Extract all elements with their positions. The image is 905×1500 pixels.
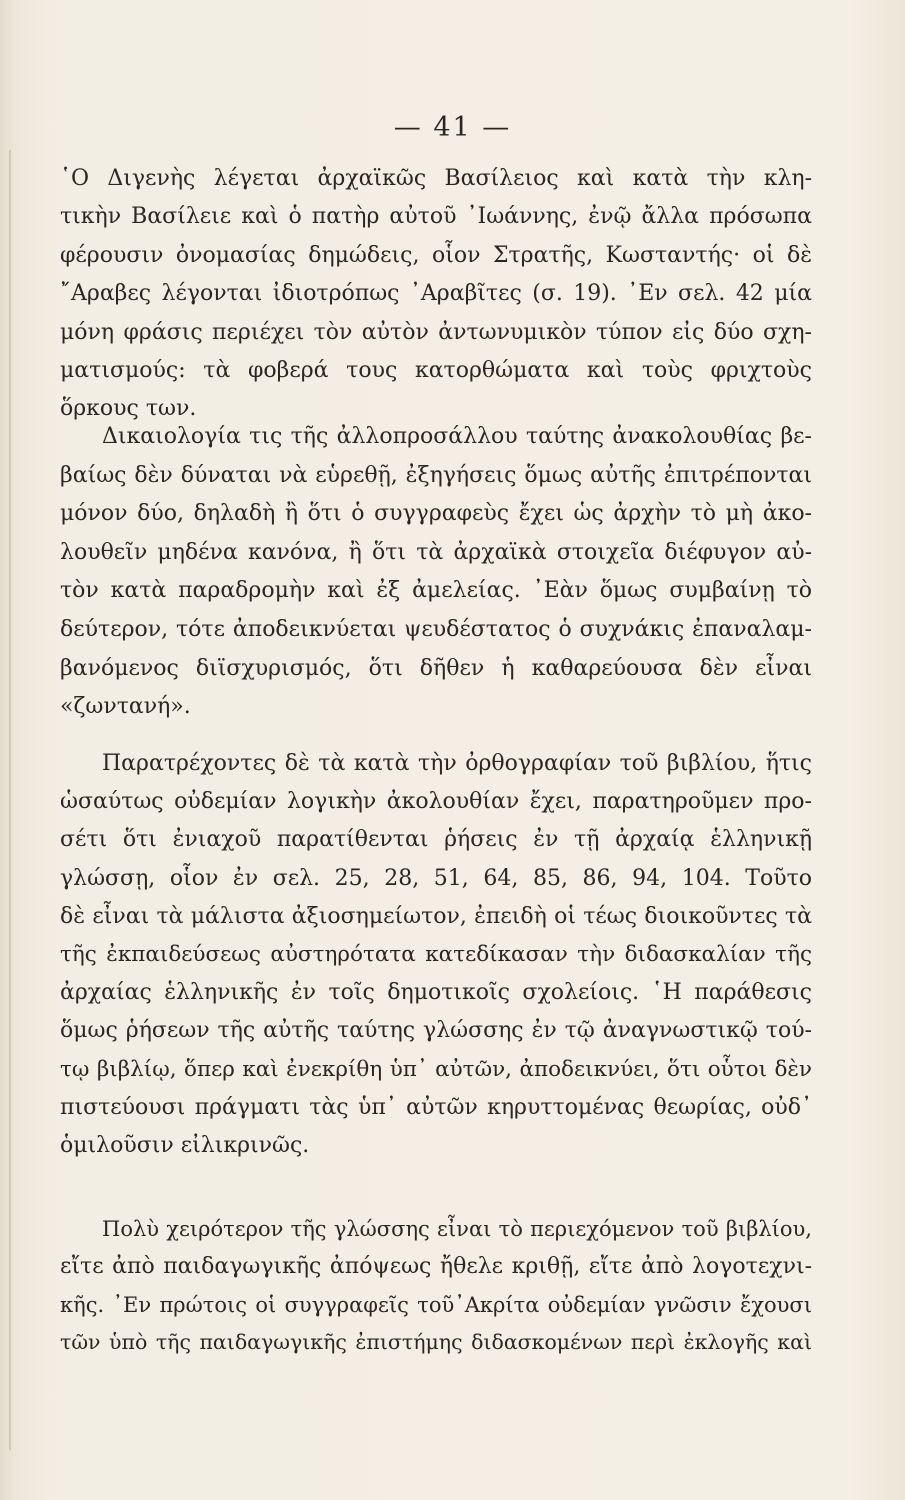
text-line: τικὴν Βασίλειε καὶ ὁ πατὴρ αὐτοῦ ᾿Ιωάννης, ἐνῷ ἄλλα πρόσωπα [60, 204, 812, 230]
text-line: δὲ εἶναι τὰ μάλιστα ἀξιοσημείωτον, ἐπειδὴ οἱ τέως διοικοῦντες τὰ [60, 903, 812, 929]
text-line: μόνη φράσις περιέχει τὸν αὐτὸν ἀντωνυμικὸν τύπον εἰς δύο σχη- [60, 319, 812, 345]
text-line: βανόμενος διϊσχυρισμός, ὅτι δῆθεν ἡ καθαρεύουσα δὲν εἶναι [60, 655, 812, 681]
text-line: ματισμούς: τὰ φοβερά τους κατορθώματα καὶ τοὺς φριχτοὺς [60, 358, 812, 383]
page-number: — 41 — [393, 112, 512, 143]
text-line: λουθεῖν μηδένα κανόνα, ἢ ὅτι τὰ ἀρχαϊκὰ στοιχεῖα διέφυγον αὐ- [60, 539, 812, 565]
text-line: ἀρχαίας ἑλληνικῆς ἐν τοῖς δημοτικοῖς σχολείοις. ῾Η παράθεσις [60, 980, 812, 1006]
text-line: Παρατρέχοντες δὲ τὰ κατὰ τὴν ὀρθογραφίαν τοῦ βιβλίου, ἥτις [102, 751, 812, 776]
text-line: εἴτε ἀπὸ παιδαγωγικῆς ἀπόψεως ἤθελε κριθῇ, εἴτε ἀπὸ λογοτεχνι- [60, 1253, 812, 1279]
text-line: κῆς. ᾿Εν πρώτοις οἱ συγγραφεῖς τοῦ᾿Ακρίτα οὐδεμίαν γνῶσιν ἔχουσι [60, 1292, 812, 1317]
text-line: ῾Ο Διγενὴς λέγεται ἀρχαϊκῶς Βασίλειος καὶ κατὰ τὴν κλη- [60, 166, 812, 191]
text-line: σέτι ὅτι ἐνιαχοῦ παρατίθενται ῥήσεις ἐν τῇ ἀρχαίᾳ ἑλληνικῇ [60, 827, 812, 853]
text-line: Πολὺ χειρότερον τῆς γλώσσης εἶναι τὸ περιεχόμενον τοῦ βιβλίου, [102, 1217, 812, 1241]
text-line: Δικαιολογία τις τῆς ἀλλοπροσάλλου ταύτης ἀνακολουθίας βε- [102, 424, 812, 449]
text-line: ὅρκους των. [60, 396, 197, 422]
text-line: τῶν ὑπὸ τῆς παιδαγωγικῆς ἐπιστήμης διδασκομένων περὶ ἐκλογῆς καὶ [60, 1330, 812, 1355]
text-line: «ζωντανή». [60, 694, 191, 720]
text-line: γλώσσῃ, οἷον ἐν σελ. 25, 28, 51, 64, 85, 86, 94, 104. Τοῦτο [60, 865, 812, 891]
text-line: βαίως δὲν δύναται νὰ εὑρεθῇ, ἐξηγήσεις ὅμως αὐτῆς ἐπιτρέπονται [60, 462, 812, 488]
text-line: τῳ βιβλίῳ, ὅπερ καὶ ἐνεκρίθη ὑπ᾿ αὐτῶν, ἀποδεικνύει, ὅτι οὗτοι δὲν [60, 1056, 812, 1082]
text-line: δεύτερον, τότε ἀποδεικνύεται ψευδέστατος ὁ συχνάκις ἐπαναλαμ- [60, 617, 812, 642]
text-line: τῆς ἐκπαιδεύσεως αὐστηρότατα κατεδίκασαν τὴν διδασκαλίαν τῆς [60, 942, 812, 967]
text-line: ῎Αραβες λέγονται ἰδιοτρόπως ᾿Αραβῖτες (σ. 19). ᾿Εν σελ. 42 μία [60, 281, 812, 307]
text-line: πιστεύουσι πράγματι τὰς ὑπ᾿ αὐτῶν κηρυττομένας θεωρίας, οὐδ᾿ [60, 1094, 812, 1120]
text-line: ὅμως ῥήσεων τῆς αὐτῆς ταύτης γλώσσης ἐν τῷ ἀναγνωστικῷ τού- [60, 1018, 812, 1044]
text-line: ὁμιλοῦσιν εἰλικρινῶς. [60, 1133, 310, 1158]
text-line: τὸν κατὰ παραδρομὴν καὶ ἐξ ἀμελείας. ᾿Εὰν ὅμως συμβαίνῃ τὸ [60, 578, 812, 604]
text-line: ὡσαύτως οὐδεμίαν λογικὴν ἀκολουθίαν ἔχει, παρατηροῦμεν προ- [60, 789, 812, 815]
binding-edge [9, 150, 11, 1450]
text-line: φέρουσιν ὀνομασίας δημώδεις, οἷον Στρατῆς, Κωσταντής· οἱ δὲ [60, 242, 812, 268]
text-line: μόνον δύο, δηλαδὴ ἢ ὅτι ὁ συγγραφεὺς ἔχει ὡς ἀρχὴν τὸ μὴ ἀκο- [60, 501, 812, 527]
